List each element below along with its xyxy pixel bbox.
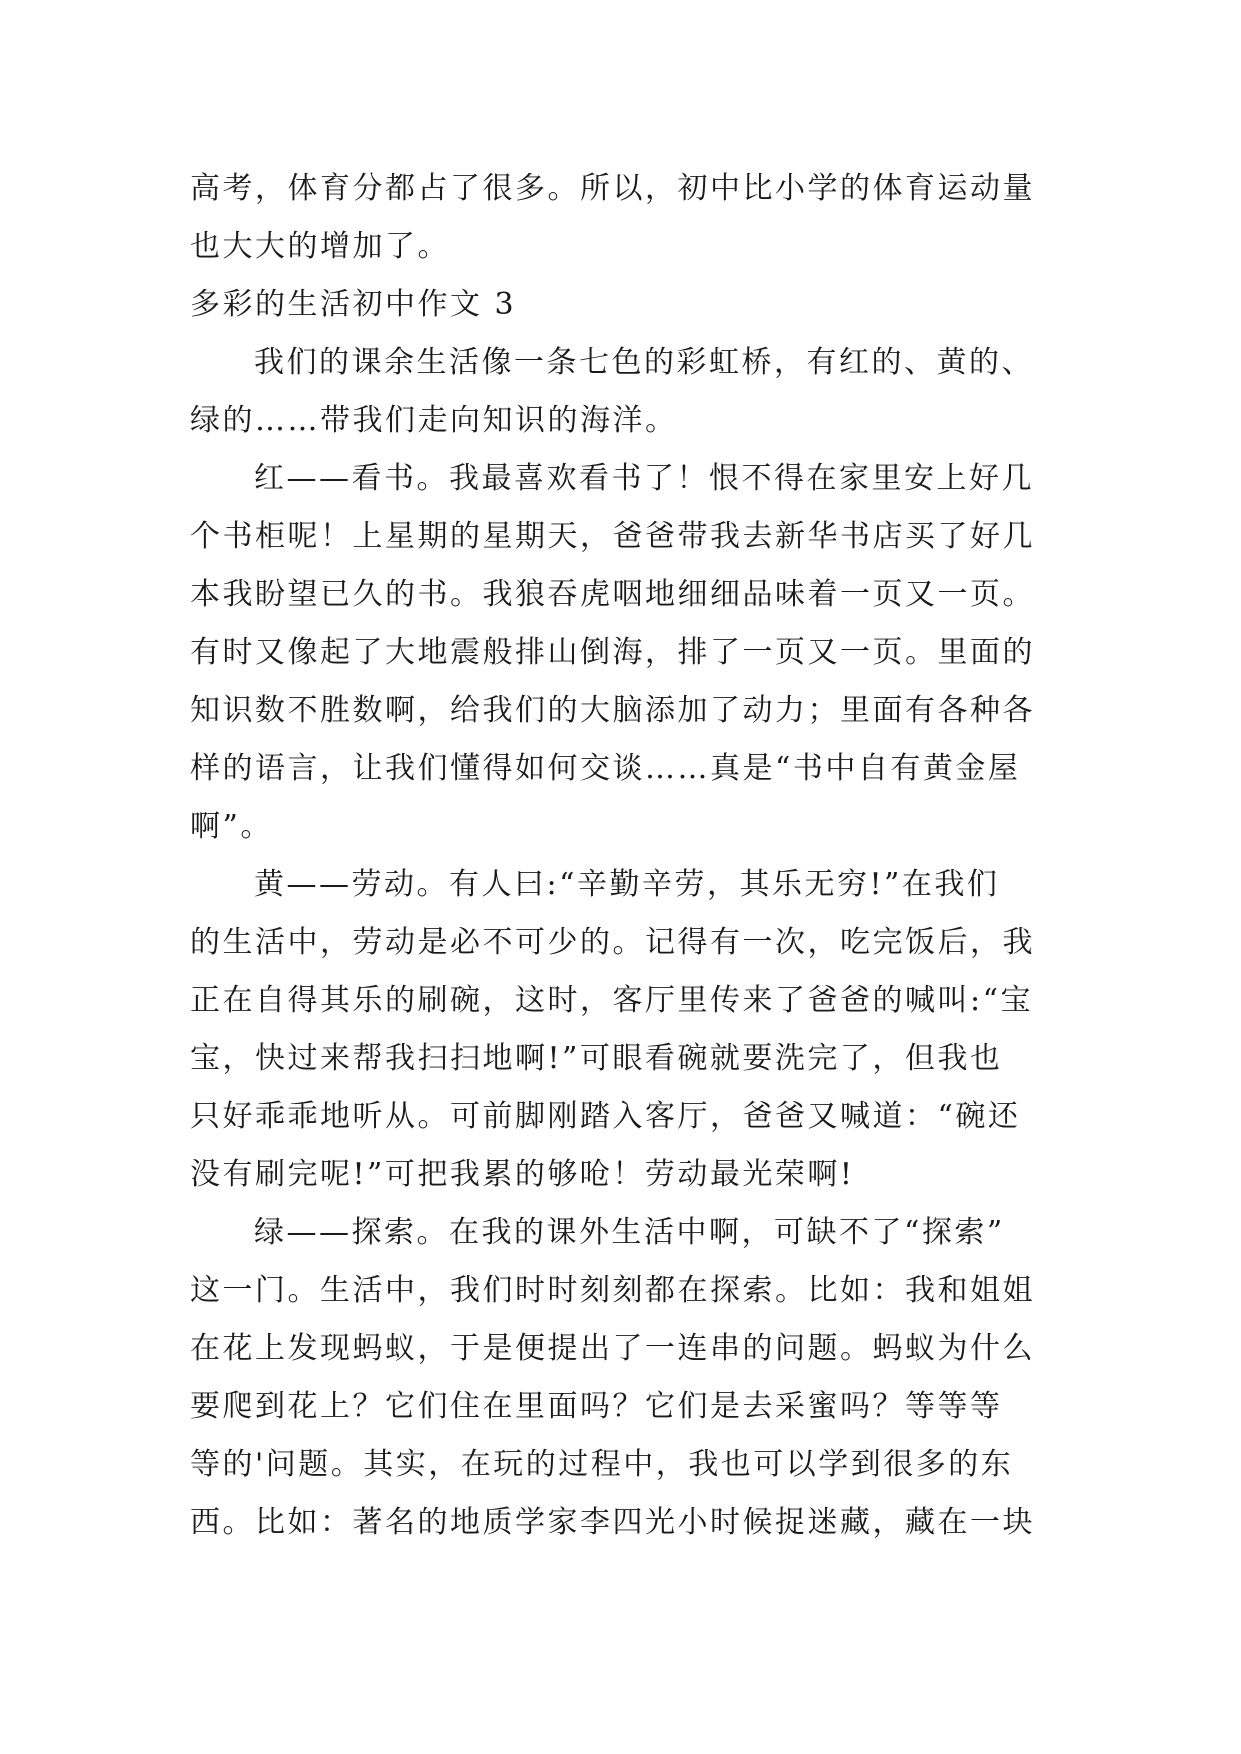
text-line: 这一门。生活中，我们时时刻刻都在探索。比如：我和姐姐 (190, 1273, 1035, 1308)
paragraph-yellow-labor (190, 856, 1070, 1204)
text-line: 要爬到花上？它们住在里面吗？它们是去采蜜吗？等等等 (190, 1389, 1003, 1424)
text-line: 黄——劳动。有人曰:“辛勤辛劳，其乐无穷!”在我们 (254, 867, 1000, 902)
text-line: 等的'问题。其实，在玩的过程中，我也可以学到很多的东 (190, 1447, 1014, 1482)
text-line: 绿的……带我们走向知识的海洋。 (190, 403, 678, 438)
document-page (190, 160, 1070, 1552)
paragraph-rainbow (190, 334, 1070, 450)
text-line: 红——看书。我最喜欢看书了！恨不得在家里安上好几 (254, 461, 1034, 496)
section-title: 多彩的生活初中作文 3 (190, 287, 517, 322)
text-line: 只好乖乖地听从。可前脚刚踏入客厅，爸爸又喊道：“碗还 (190, 1099, 1021, 1134)
text-line: 啊”。 (190, 809, 273, 844)
text-line: 宝，快过来帮我扫扫地啊!”可眼看碗就要洗完了，但我也 (190, 1041, 1003, 1076)
text-line: 个书柜呢！上星期的星期天，爸爸带我去新华书店买了好几 (190, 519, 1035, 554)
text-line: 绿——探索。在我的课外生活中啊，可缺不了“探索” (254, 1215, 1005, 1250)
text-line: 我们的课余生活像一条七色的彩虹桥，有红的、黄的、 (254, 345, 1034, 380)
text-line: 样的语言，让我们懂得如何交谈……真是“书中自有黄金屋 (190, 751, 1021, 786)
text-line: 也大大的增加了。 (190, 229, 450, 264)
text-line: 高考，体育分都占了很多。所以，初中比小学的体育运动量 (190, 171, 1035, 206)
intro-paragraph (190, 160, 1070, 276)
text-line: 正在自得其乐的刷碗，这时，客厅里传来了爸爸的喊叫:“宝 (190, 983, 1033, 1018)
text-line: 西。比如：著名的地质学家李四光小时候捉迷藏，藏在一块 (190, 1505, 1035, 1540)
text-line: 的生活中，劳动是必不可少的。记得有一次，吃完饭后，我 (190, 925, 1035, 960)
paragraph-red-reading (190, 450, 1070, 856)
text-line: 本我盼望已久的书。我狼吞虎咽地细细品味着一页又一页。 (190, 577, 1035, 612)
text-line: 没有刷完呢!”可把我累的够呛！劳动最光荣啊! (190, 1157, 855, 1192)
text-line: 在花上发现蚂蚁，于是便提出了一连串的问题。蚂蚁为什么 (190, 1331, 1035, 1366)
text-line: 知识数不胜数啊，给我们的大脑添加了动力；里面有各种各 (190, 693, 1035, 728)
text-line: 有时又像起了大地震般排山倒海，排了一页又一页。里面的 (190, 635, 1035, 670)
paragraph-green-explore (190, 1204, 1070, 1552)
